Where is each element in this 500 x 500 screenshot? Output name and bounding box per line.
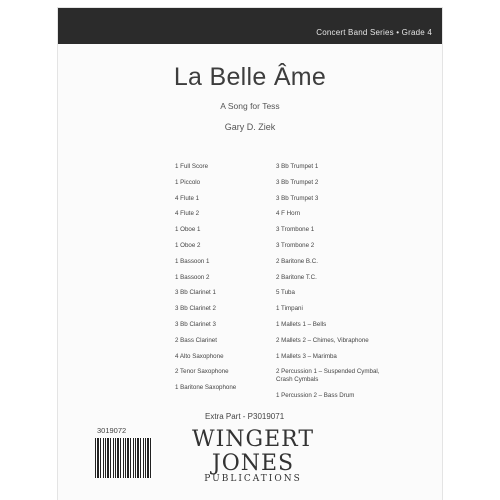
part-item: 4 Flute 2 (175, 210, 200, 218)
part-item: 3 Trombone 2 (276, 241, 315, 249)
part-item: 2 Tenor Saxophone (175, 368, 229, 376)
part-item: 3 Trombone 1 (276, 226, 315, 234)
part-item: 3 Bb Clarinet 2 (175, 305, 216, 313)
parts-list-left (175, 163, 236, 400)
publisher-name-line1: WINGERT (191, 427, 315, 452)
part-item: 2 Mallets 2 – Chimes, Vibraphone (276, 336, 369, 344)
publisher-name-line2: JONES (211, 451, 295, 476)
part-item: 1 Full Score (175, 163, 209, 170)
part-item: 3 Bb Trumpet 1 (276, 163, 319, 170)
parts-list-right (276, 163, 380, 408)
part-item: 3 Bb Trumpet 2 (276, 178, 319, 186)
part-item: 2 Bass Clarinet (175, 336, 217, 344)
part-item: 1 Mallets 1 – Bells (276, 320, 327, 328)
piece-title: La Belle Âme (173, 63, 327, 91)
part-item (276, 368, 380, 391)
part-item: 4 Flute 1 (175, 194, 200, 202)
part-item: 1 Bassoon 1 (175, 257, 210, 265)
part-item: 1 Bassoon 2 (175, 273, 210, 281)
part-item: 3 Bb Clarinet 1 (175, 289, 216, 297)
part-item: 1 Mallets 3 – Marimba (276, 352, 337, 360)
part-item: 2 Baritone T.C. (276, 273, 317, 281)
part-item: 3 Bb Trumpet 3 (276, 194, 319, 202)
publisher-logo (178, 428, 328, 484)
part-item: 1 Oboe 2 (175, 241, 201, 249)
part-item: 5 Tuba (276, 289, 295, 297)
part-item: 4 Alto Saxophone (175, 352, 224, 360)
series-header-bar (58, 8, 442, 44)
catalog-number: 3019072 (97, 426, 127, 435)
part-item: 3 Bb Clarinet 3 (175, 320, 216, 328)
barcode (95, 438, 153, 478)
part-item: 1 Oboe 1 (175, 226, 201, 234)
extra-part-note: Extra Part - P3019071 (205, 412, 285, 421)
part-item: 1 Percussion 2 – Bass Drum (276, 391, 355, 399)
publisher-name-line3: PUBLICATIONS (204, 474, 302, 484)
piece-subtitle: A Song for Tess (220, 101, 280, 111)
composer-name: Gary D. Ziek (224, 122, 276, 132)
part-item: 4 F Horn (276, 210, 301, 218)
part-item: 2 Baritone B.C. (276, 257, 318, 265)
part-item: 1 Timpani (276, 305, 303, 313)
part-item: 1 Baritone Saxophone (175, 384, 237, 392)
part-item-line: Crash Cymbals (276, 375, 319, 383)
part-item: 1 Piccolo (175, 178, 201, 186)
series-label: Concert Band Series • Grade 4 (316, 28, 432, 37)
part-item-line: 2 Percussion 1 – Suspended Cymbal, (276, 368, 380, 376)
